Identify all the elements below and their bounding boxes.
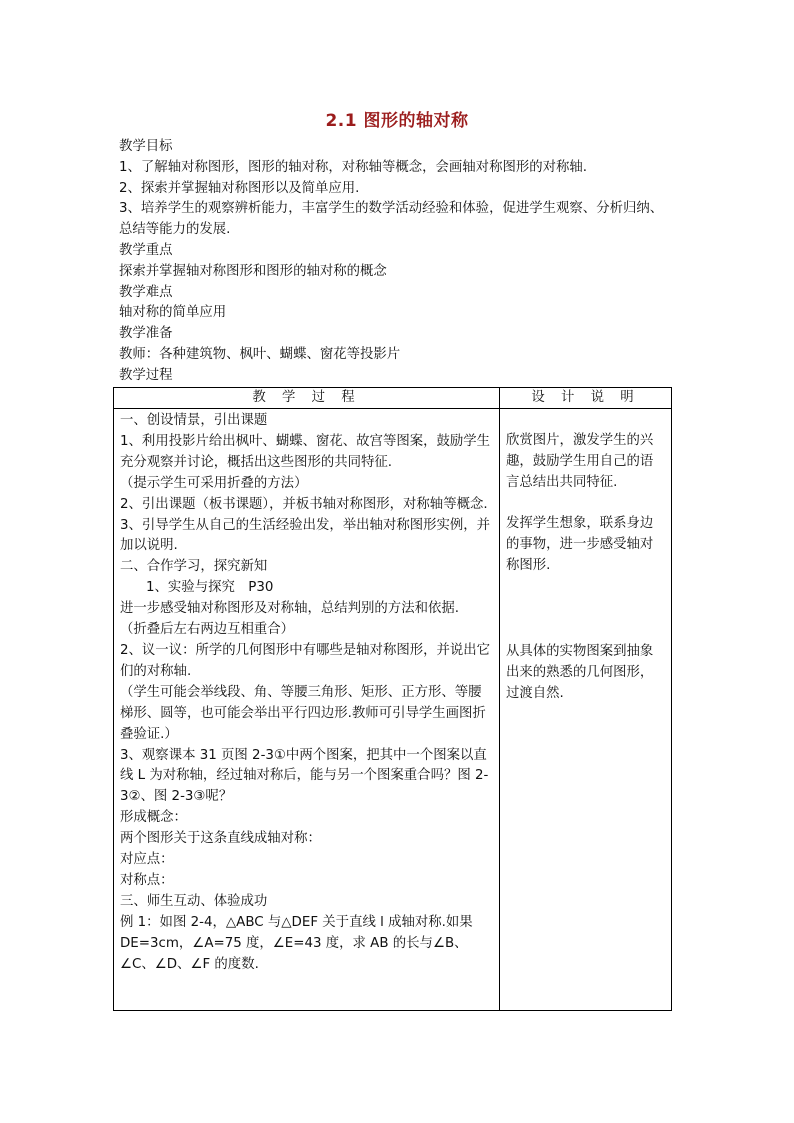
goal-item-3-line-2: 总结等能力的发展. — [119, 222, 231, 238]
goal-item-1: 1、了解轴对称图形，图形的轴对称，对称轴等概念，会画轴对称图形的对称轴. — [119, 159, 588, 175]
header-notes: 设 计 说 明 — [500, 388, 672, 409]
section-heading-difficulty: 教学难点 — [119, 284, 173, 300]
process-line: 三、师生互动、体验成功 — [120, 893, 268, 909]
lesson-intro — [119, 137, 679, 387]
process-line: 对应点： — [120, 852, 174, 868]
table-body-row — [114, 409, 672, 1011]
header-process: 教 学 过 程 — [114, 388, 500, 409]
page-title: 2.1 图形的轴对称 — [325, 111, 469, 131]
process-line: 进一步感受轴对称图形及对称轴，总结判别的方法和依据. — [120, 601, 460, 617]
design-note: 发挥学生想象，联系身边的事物，进一步感受轴对称图形. — [506, 515, 654, 573]
section-heading-process: 教学过程 — [119, 367, 173, 383]
process-line: 形成概念： — [120, 810, 187, 826]
process-line: 2、议一议：所学的几何图形中有哪些是轴对称图形，并说出它们的对称轴. — [120, 642, 491, 679]
lesson-process-table — [113, 387, 672, 1011]
section-heading-goals: 教学目标 — [119, 139, 173, 154]
process-line: 二、合作学习，探究新知 — [120, 559, 268, 575]
preparation-text: 教师：各种建筑物、枫叶、蝴蝶、窗花等投影片 — [119, 346, 401, 362]
design-note: 从具体的实物图案到抽象出来的熟悉的几何图形，过渡自然. — [506, 644, 654, 702]
process-line: 3、引导学生从自己的生活经验出发，举出轴对称图形实例，并加以说明. — [120, 517, 491, 554]
process-line: （折叠后左右两边互相重合） — [120, 622, 295, 638]
process-line: （学生可能会举线段、角、等腰三角形、矩形、正方形、等腰梯形、圆等，也可能会举出平行四边形.教师可引导学生画图折叠验证.） — [120, 684, 486, 742]
process-line: 1、利用投影片给出枫叶、蝴蝶、窗花、故宫等图案，鼓励学生充分观察并讨论，概括出这些图形的共同特征. — [120, 433, 491, 470]
process-line: 2、引出课题（板书课题），并板书轴对称图形，对称轴等概念. — [120, 496, 488, 512]
process-line: 对称点： — [120, 872, 174, 888]
section-heading-key-point: 教学重点 — [119, 242, 173, 258]
goal-item-2: 2、探索并掌握轴对称图形以及简单应用. — [119, 180, 360, 196]
process-line: 3、观察课本 31 页图 2-3①中两个图案，把其中一个图案以直线 L 为对称轴，经过轴对称后，能与另一个图案重合吗？图 2-3②、图 2-3③呢？ — [120, 747, 489, 805]
process-cell — [114, 409, 500, 1011]
process-line: 两个图形关于这条直线成轴对称： — [120, 831, 321, 847]
process-line: 1、实验与探究 P30 — [146, 580, 274, 596]
design-note: 欣赏图片，激发学生的兴趣，鼓励学生用自己的语言总结出共同特征. — [506, 433, 654, 490]
notes-cell — [500, 409, 672, 1011]
difficulty-text: 轴对称的简单应用 — [119, 305, 227, 321]
section-heading-preparation: 教学准备 — [119, 326, 173, 342]
key-point-text: 探索并掌握轴对称图形和图形的轴对称的概念 — [119, 263, 387, 279]
process-line: 一、创设情景，引出课题 — [120, 413, 268, 428]
process-line: （提示学生可采用折叠的方法） — [120, 475, 308, 491]
table-header-row — [114, 388, 672, 409]
goal-item-3-line-1: 3、培养学生的观察辨析能力，丰富学生的数学活动经验和体验，促进学生观察、分析归纳、 — [119, 201, 664, 217]
process-line: 例 1：如图 2-4，△ABC 与△DEF 关于直线 l 成轴对称.如果 DE=3cm，∠A=75 度，∠E=43 度，求 AB 的长与∠B、∠C、∠D、∠F 的度数. — [120, 914, 473, 972]
